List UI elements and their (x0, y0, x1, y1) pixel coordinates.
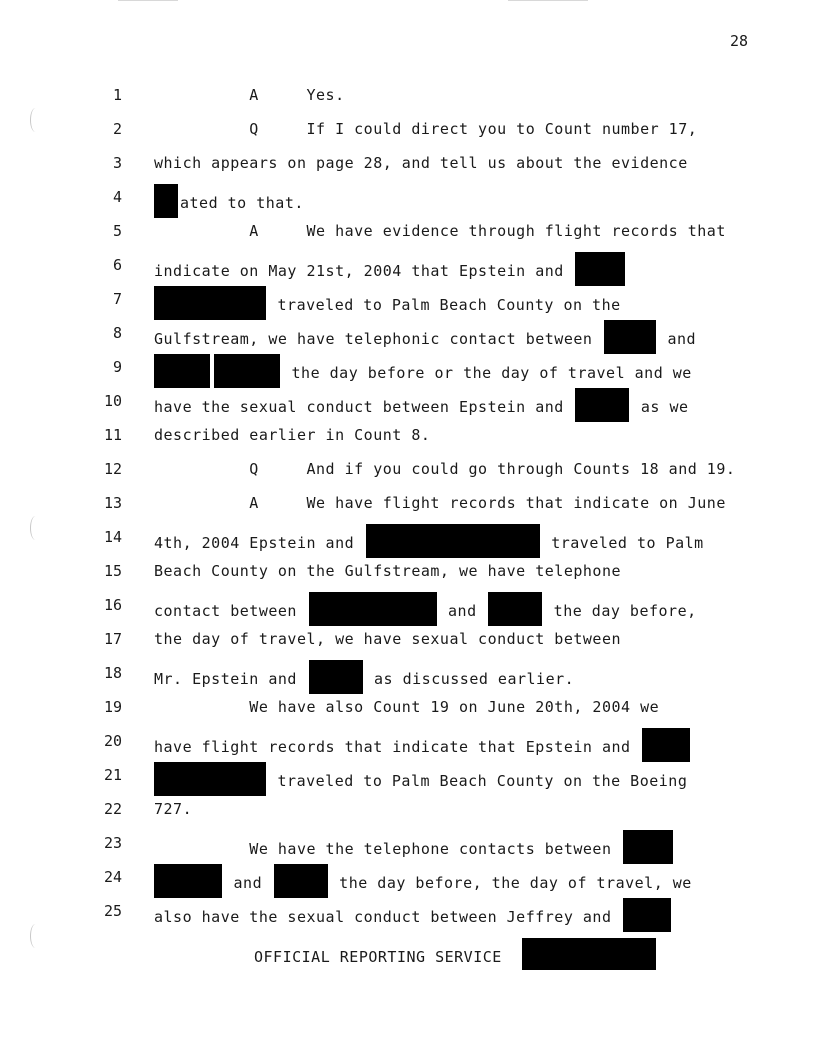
line-text: ated to that. (154, 184, 304, 218)
line-text: A Yes. (154, 86, 345, 104)
redaction-box (488, 592, 542, 626)
line-number: 24 (103, 868, 122, 886)
line-number: 20 (103, 732, 122, 750)
transcript-line (0, 490, 819, 524)
redaction-box (309, 660, 363, 694)
transcript-line (0, 116, 819, 150)
line-number: 15 (103, 562, 122, 580)
redaction-box (522, 938, 656, 970)
transcript-line (0, 388, 819, 422)
line-number: 19 (103, 698, 122, 716)
transcript-line (0, 694, 819, 728)
line-number: 9 (112, 358, 122, 376)
redaction-box (214, 354, 280, 388)
transcript-line (0, 252, 819, 286)
line-text: the day before or the day of travel and we (154, 354, 692, 388)
transcript-line (0, 456, 819, 490)
page-number: 28 (729, 32, 748, 50)
line-number: 21 (103, 766, 122, 784)
transcript-line (0, 864, 819, 898)
redaction-box (623, 898, 671, 932)
redaction-box (575, 252, 625, 286)
line-text: which appears on page 28, and tell us about the evidence (154, 154, 688, 172)
line-text: A We have flight records that indicate on June (154, 494, 726, 512)
line-text: have the sexual conduct between Epstein and as we (154, 388, 689, 422)
redaction-box (154, 762, 266, 796)
line-number: 22 (103, 800, 122, 818)
redaction-box (154, 354, 210, 388)
line-number: 18 (103, 664, 122, 682)
line-text: also have the sexual conduct between Jeffrey and (154, 898, 673, 932)
line-text: Q If I could direct you to Count number 17, (154, 120, 698, 138)
line-text: and the day before, the day of travel, we (154, 864, 692, 898)
line-number: 3 (112, 154, 122, 172)
redaction-box (642, 728, 690, 762)
line-text: indicate on May 21st, 2004 that Epstein and (154, 252, 627, 286)
line-number: 16 (103, 596, 122, 614)
redaction-box (154, 184, 178, 218)
transcript-line (0, 558, 819, 592)
transcript-line (0, 354, 819, 388)
line-number: 14 (103, 528, 122, 546)
line-text: We have the telephone contacts between (154, 830, 675, 864)
redaction-box (274, 864, 328, 898)
line-text: described earlier in Count 8. (154, 426, 431, 444)
line-text: contact between and the day before, (154, 592, 697, 626)
line-text: A We have evidence through flight records that (154, 222, 726, 240)
line-text: 4th, 2004 Epstein and traveled to Palm (154, 524, 704, 558)
transcript-line (0, 218, 819, 252)
transcript-line (0, 524, 819, 558)
line-text: Mr. Epstein and as discussed earlier. (154, 660, 574, 694)
line-number: 4 (112, 188, 122, 206)
transcript-line (0, 762, 819, 796)
line-number: 5 (112, 222, 122, 240)
redaction-box (309, 592, 437, 626)
line-text: Gulfstream, we have telephonic contact between and (154, 320, 696, 354)
line-text: Q And if you could go through Counts 18 and 19. (154, 460, 736, 478)
redaction-box (366, 524, 540, 558)
line-text: We have also Count 19 on June 20th, 2004 we (154, 698, 660, 716)
redaction-box (623, 830, 673, 864)
transcript-line (0, 592, 819, 626)
transcript-line (0, 184, 819, 218)
redaction-box (154, 864, 222, 898)
line-number: 13 (103, 494, 122, 512)
transcript-line (0, 422, 819, 456)
line-number: 12 (103, 460, 122, 478)
line-text: the day of travel, we have sexual conduct between (154, 630, 622, 648)
transcript-line (0, 728, 819, 762)
line-number: 23 (103, 834, 122, 852)
line-text: traveled to Palm Beach County on the Boeing (154, 762, 687, 796)
line-text: 727. (154, 800, 193, 818)
redaction-box (154, 286, 266, 320)
line-number: 11 (103, 426, 122, 444)
line-text: traveled to Palm Beach County on the (154, 286, 621, 320)
scan-artifact-line (508, 0, 588, 1)
reporting-service-label: OFFICIAL REPORTING SERVICE (254, 948, 502, 966)
transcript-line (0, 898, 819, 932)
transcript-body (0, 82, 819, 932)
transcript-line (0, 796, 819, 830)
line-number: 7 (112, 290, 122, 308)
line-number: 17 (103, 630, 122, 648)
transcript-line (0, 82, 819, 116)
line-number: 10 (103, 392, 122, 410)
transcript-line (0, 830, 819, 864)
line-text: have flight records that indicate that Epstein and (154, 728, 692, 762)
scan-artifact-line (118, 0, 178, 1)
transcript-line (0, 660, 819, 694)
line-number: 2 (112, 120, 122, 138)
redaction-box (604, 320, 656, 354)
transcript-line (0, 150, 819, 184)
line-text: Beach County on the Gulfstream, we have telephone (154, 562, 622, 580)
line-number: 1 (112, 86, 122, 104)
transcript-line (0, 626, 819, 660)
transcript-line (0, 286, 819, 320)
line-number: 25 (103, 902, 122, 920)
redaction-box (575, 388, 629, 422)
transcript-line (0, 320, 819, 354)
line-number: 8 (112, 324, 122, 342)
footer (254, 938, 658, 973)
line-number: 6 (112, 256, 122, 274)
